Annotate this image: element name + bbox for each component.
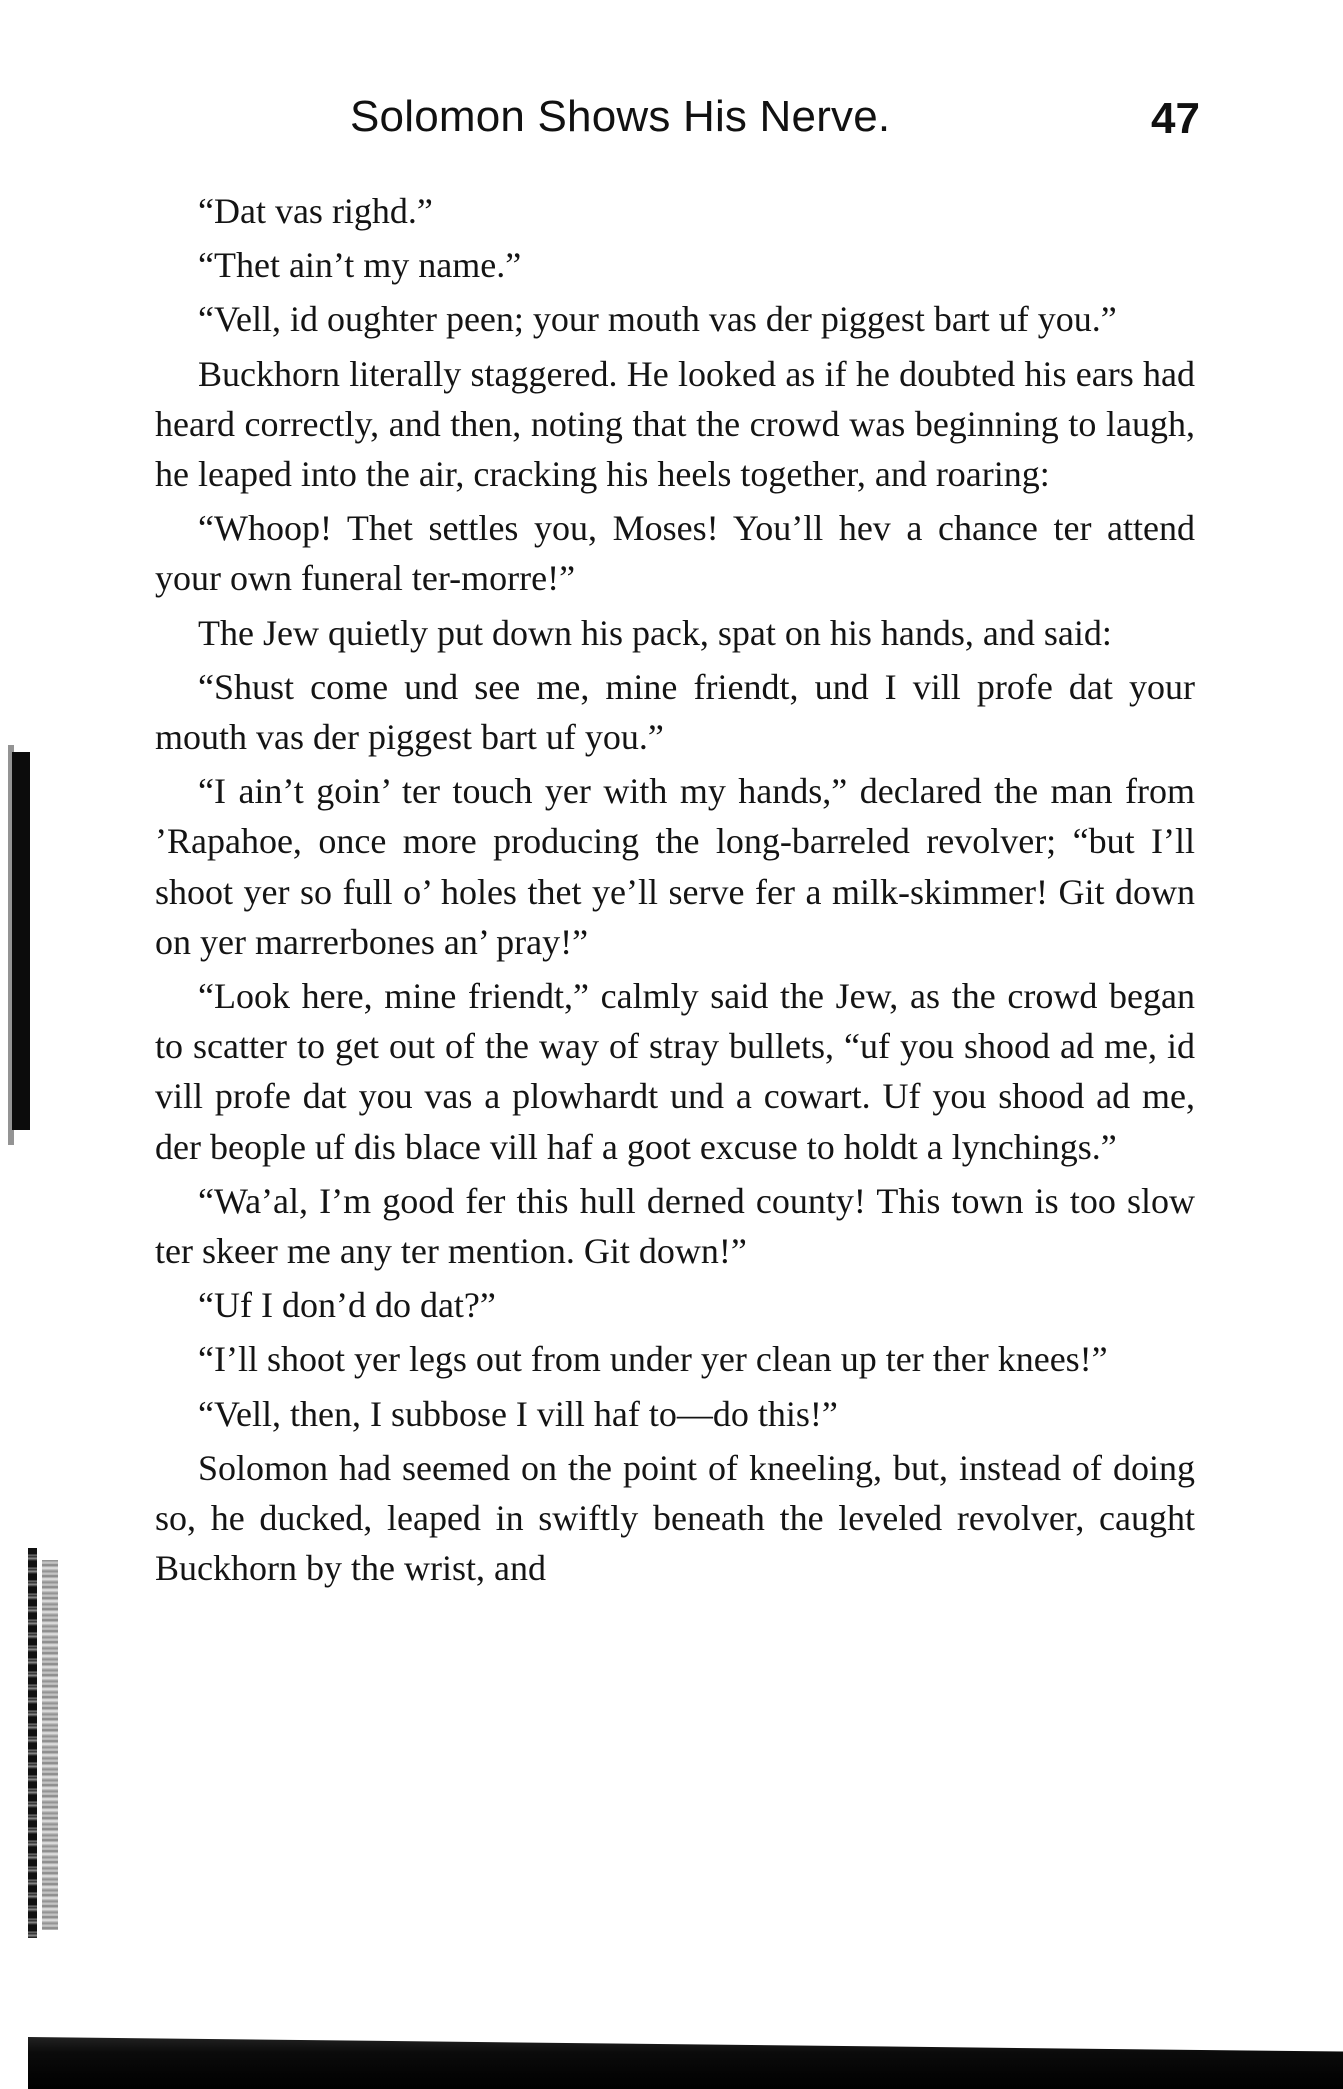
page-number: 47	[1151, 94, 1200, 143]
paragraph: “Vell, then, I subbose I vill haf to—do this!”	[198, 1393, 838, 1434]
paragraph: “Shust come und see me, mine friendt, und I vill profe dat your mouth vas der piggest bart uf you.”	[155, 666, 1195, 758]
paragraph: Buckhorn literally staggered. He looked as if he doubted his ears had heard correctly, and then, noting that the crowd was beginning to laugh, he leaped into the air, cracking his heels together, and roaring:	[155, 353, 1195, 495]
paragraph: The Jew quietly put down his pack, spat on his hands, and said:	[198, 612, 1112, 653]
paragraph: “Look here, mine friendt,” calmly said the Jew, as the crowd began to scatter to get out of the way of stray bullets, “uf you shood ad me, id vill profe dat you vas a plowhardt und a cowart. Uf you shood ad me, der beople uf dis blace vill haf a goot excuse to holdt a lynchings.”	[155, 976, 1195, 1167]
paragraph: “I’ll shoot yer legs out from under yer clean up ter ther knees!”	[198, 1339, 1108, 1380]
paragraph: Solomon had seemed on the point of kneeling, but, instead of doing so, he ducked, leaped in swiftly beneath the leveled revolver, caught Buckhorn by the wrist, and	[155, 1447, 1195, 1589]
scan-binding-noise	[42, 1560, 58, 1930]
scan-binding-mark-lower	[28, 1548, 37, 1938]
paragraph: “Vell, id oughter peen; your mouth vas der piggest bart uf you.”	[198, 299, 1117, 340]
paragraph: “Wa’al, I’m good fer this hull derned county! This town is too slow ter skeer me any ter mention. Git down!”	[155, 1180, 1195, 1272]
scan-bottom-edge-bar	[28, 2037, 1343, 2089]
running-title: Solomon Shows His Nerve.	[350, 92, 891, 141]
scan-binding-mark-upper	[12, 752, 30, 1130]
page-header	[155, 92, 1200, 162]
paragraph: “I ain’t goin’ ter touch yer with my hands,” declared the man from ’Rapahoe, once more producing the long-barreled revolver; “but I’ll shoot yer so full o’ holes thet ye’ll serve fer a milk-skimmer! Git down on yer marrerbones an’ pray!”	[155, 771, 1195, 962]
paragraph: “Uf I don’d do dat?”	[198, 1285, 496, 1326]
body-text	[155, 186, 1195, 1597]
paragraph: “Dat vas righd.”	[198, 191, 433, 231]
paragraph: “Whoop! Thet settles you, Moses! You’ll hev a chance ter attend your own funeral ter-morre!”	[155, 508, 1195, 599]
paragraph: “Thet ain’t my name.”	[198, 245, 522, 286]
